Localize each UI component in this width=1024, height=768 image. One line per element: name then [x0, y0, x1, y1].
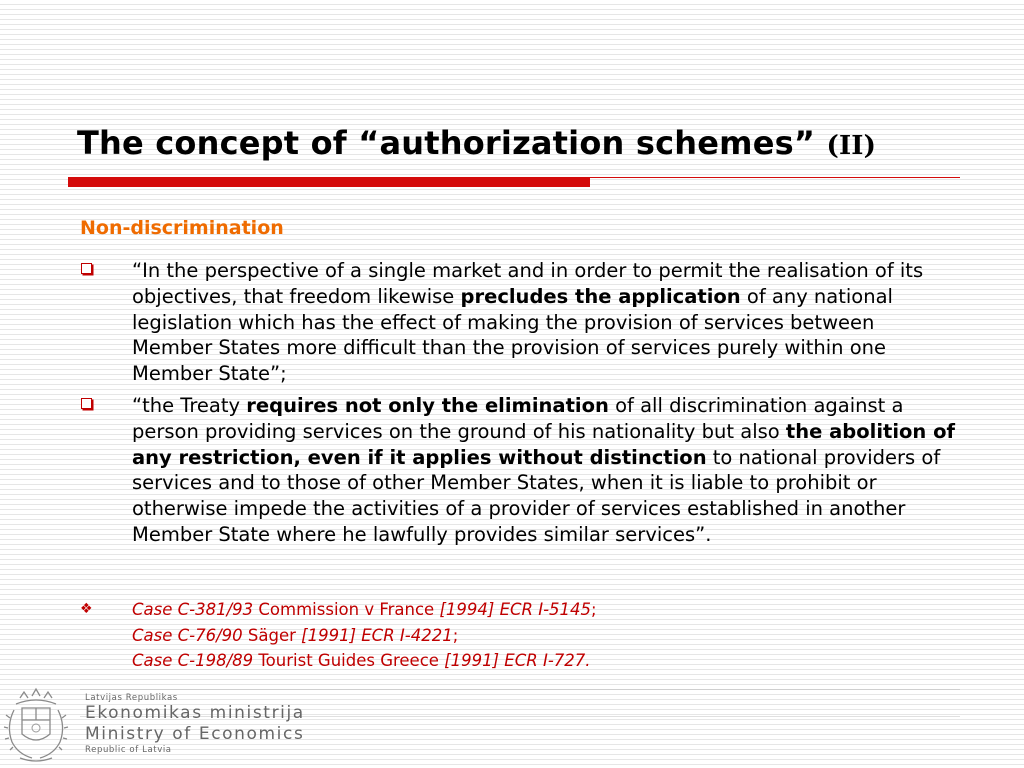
bullet-list	[80, 258, 960, 554]
square-bullet-icon	[81, 263, 92, 274]
case-end: ;	[591, 600, 597, 619]
case-end: .	[585, 651, 591, 670]
case-end: ;	[452, 625, 459, 645]
case-line	[80, 597, 960, 623]
case-name: Tourist Guides Greece	[253, 651, 445, 670]
ministry-line-1: Latvijas Republikas	[85, 693, 178, 703]
case-line	[80, 648, 960, 674]
bullet-item-1	[80, 258, 960, 387]
case-cite: [1991] ECR I-727	[444, 651, 586, 670]
case-name: Säger	[242, 625, 302, 645]
square-bullet-icon	[81, 398, 92, 409]
bullet2-text-end: to national providers of services and to those of other Member States, when it is liable to prohibit or otherwise impede the activities of a provider of services established in another Member State where he lawfully provides similar services”.	[132, 445, 941, 546]
case-name: Commission v France	[253, 600, 440, 619]
title-underline-thin	[590, 177, 960, 178]
ministry-line-2: Ekonomikas ministrija	[85, 703, 305, 723]
bullet1-text-end: of any national legislation which has the effect of making the provision of services between Member States more difficult than the provision of services purely within one Member State”;	[132, 284, 893, 386]
title-underline-thick	[68, 177, 590, 187]
case-references	[80, 597, 960, 674]
bullet1-bold: precludes the application	[460, 284, 741, 308]
case-ref: Case C-198/89	[132, 651, 254, 670]
ministry-logo-text	[85, 693, 305, 755]
bullet-item-2	[80, 393, 960, 548]
case-ref: Case C-381/93	[132, 600, 254, 619]
slide-title	[77, 124, 876, 162]
title-main: The concept of “authorization schemes”	[77, 124, 816, 162]
bullet2-text: “the Treaty	[132, 393, 247, 417]
ministry-line-4: Republic of Latvia	[85, 745, 172, 755]
bullet2-text-mid: of all discrimination against a person providing services on the ground of his nationality but also	[132, 393, 904, 443]
case-cite: [1994] ECR I-5145	[439, 600, 592, 619]
case-line	[80, 623, 960, 649]
case-ref: Case C-76/90	[132, 625, 243, 645]
footer-divider	[80, 689, 960, 690]
diamond-bullet-icon: ❖	[80, 601, 93, 617]
bullet2-bold-2: the abolition of any restriction, even if it applies without distinction	[132, 419, 955, 469]
section-heading: Non-discrimination	[80, 217, 284, 239]
bullet1-text: “In the perspective of a single market and in order to permit the realisation of its objectives, that freedom likewise	[132, 259, 924, 308]
ministry-line-3: Ministry of Economics	[85, 724, 305, 744]
title-suffix: (II)	[826, 131, 877, 161]
bullet2-bold: requires not only the elimination	[246, 393, 609, 417]
coat-of-arms-emblem	[2, 684, 70, 768]
case-cite: [1991] ECR I-4221	[301, 625, 453, 645]
